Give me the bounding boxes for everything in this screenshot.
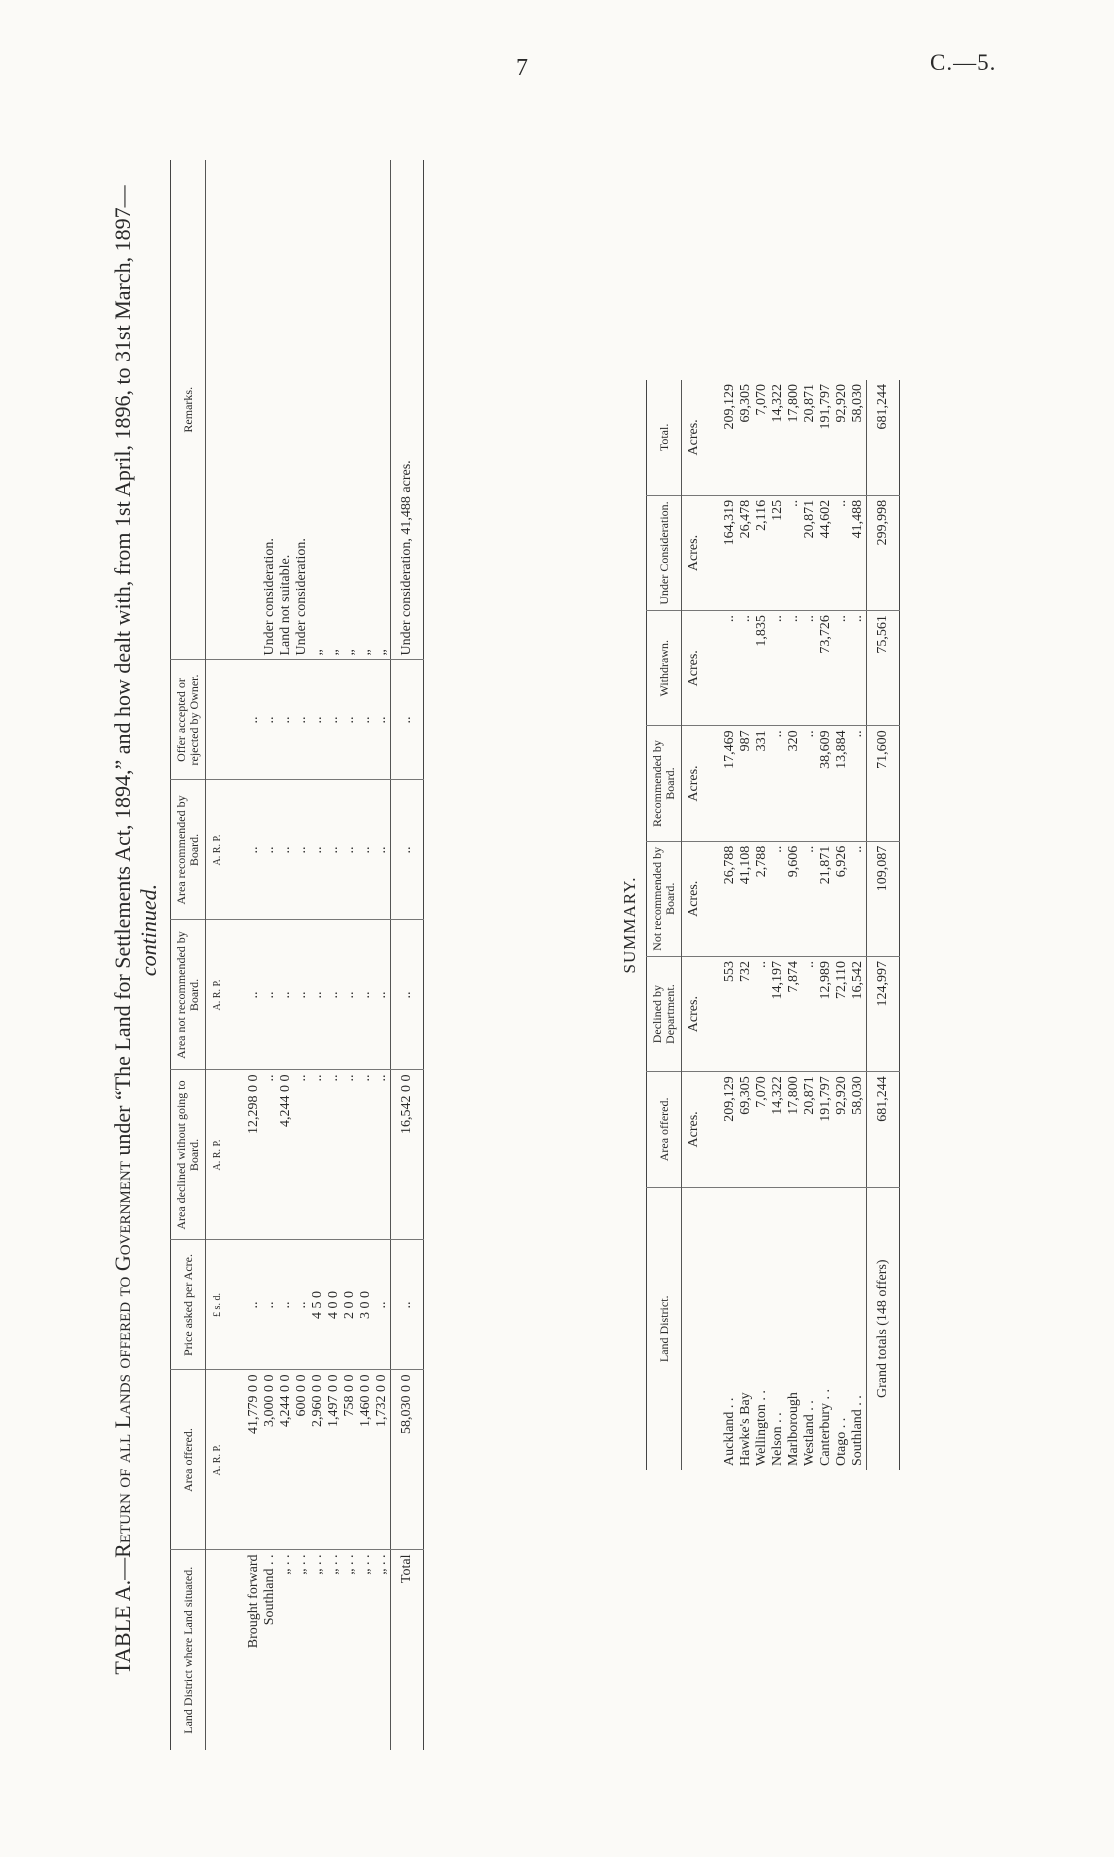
remarks-cell: Land not suitable. (278, 160, 294, 660)
unit-cell (206, 1550, 229, 1750)
price-cell: .. (228, 1240, 262, 1370)
summary-district-cell: Marlborough (786, 1392, 801, 1466)
summary-under-cell: 44,602 (818, 495, 834, 610)
total-recommended-cell: .. (391, 780, 424, 920)
title-smallcaps: Return of all Lands offered to Government (110, 1161, 135, 1558)
table-a-header-row (171, 160, 206, 1750)
owner-cell: .. (262, 660, 278, 780)
table-a-block (110, 140, 470, 1750)
total-not-recommended-cell: .. (391, 920, 424, 1070)
table-row (374, 160, 391, 1750)
grand-summary-withdrawn-cell: 75,561 (867, 611, 900, 726)
summary-not-rec-cell: 26,788 (704, 841, 738, 956)
remarks-cell: Under consideration. (294, 160, 310, 660)
summary-total-cell: 191,797 (818, 380, 834, 495)
area-offered-cell: 1,732 0 0 (374, 1370, 391, 1550)
summary-not-rec-cell: 21,871 (818, 841, 834, 956)
summary-total-cell: 17,800 (786, 380, 802, 495)
area-offered-cell: 1,460 0 0 (358, 1370, 374, 1550)
grand-summary-rec-cell: 71,600 (867, 726, 900, 841)
units-row (206, 160, 229, 1750)
summary-area-cell: 209,129 (704, 1072, 738, 1187)
summary-unit: Acres. (682, 841, 705, 956)
summary-rec-cell: 320 (786, 726, 802, 841)
summary-area-cell: 58,030 (850, 1072, 867, 1187)
summary-withdrawn-cell: .. (770, 611, 786, 726)
recommended-cell: .. (294, 780, 310, 920)
price-cell: 4 5 0 (310, 1240, 326, 1370)
summary-declined-cell: 14,197 (770, 956, 786, 1071)
owner-cell: .. (374, 660, 391, 780)
summary-header-withdrawn: Withdrawn. (647, 611, 682, 726)
summary-total-cell: 69,305 (738, 380, 754, 495)
unit-price: £ s. d. (206, 1240, 229, 1370)
summary-row (754, 380, 770, 1470)
remarks-cell: „ (374, 160, 391, 660)
price-cell: .. (278, 1240, 294, 1370)
document-reference: C.—5. (930, 50, 997, 75)
summary-not-rec-cell: 41,108 (738, 841, 754, 956)
unit-cell (206, 660, 229, 780)
summary-district-cell: Auckland . . (722, 1397, 737, 1466)
summary-withdrawn-cell: .. (834, 611, 850, 726)
grand-summary-area-cell: 681,244 (867, 1072, 900, 1187)
summary-header-not-recommended: Not recommended by Board. (647, 841, 682, 956)
summary-row (850, 380, 867, 1470)
area-offered-cell: 758 0 0 (342, 1370, 358, 1550)
table-row (342, 160, 358, 1750)
unit-area: A. R. P. (206, 1370, 229, 1550)
summary-area-cell: 20,871 (802, 1072, 818, 1187)
grand-summary-not-rec-cell: 109,087 (867, 841, 900, 956)
area-offered-cell: 600 0 0 (294, 1370, 310, 1550)
district-cell: Brought forward (246, 1554, 261, 1649)
table-a (170, 160, 424, 1750)
not-recommended-cell: .. (374, 920, 391, 1070)
summary-district-cell: Canterbury . . (818, 1389, 833, 1466)
unit-rec: A. R. P. (206, 780, 229, 920)
total-price-cell: .. (391, 1240, 424, 1370)
district-cell: „ . . (358, 1554, 373, 1575)
remarks-cell: „ (310, 160, 326, 660)
summary-not-rec-cell: .. (850, 841, 867, 956)
summary-row (818, 380, 834, 1470)
area-offered-cell: 41,779 0 0 (228, 1370, 262, 1550)
declined-cell: .. (358, 1070, 374, 1240)
total-area-offered-cell: 58,030 0 0 (391, 1370, 424, 1550)
not-recommended-cell: .. (326, 920, 342, 1070)
summary-unit: Acres. (682, 611, 705, 726)
declined-cell: 4,244 0 0 (278, 1070, 294, 1240)
summary-not-rec-cell: 9,606 (786, 841, 802, 956)
title-middle: under “The Land for Settlements Act, 1894,” and how dealt with, from 1st April, 1896, to 31st March, 1897— (110, 185, 135, 1162)
summary-withdrawn-cell: .. (850, 611, 867, 726)
district-cell: „ . . (294, 1554, 309, 1575)
declined-cell: .. (310, 1070, 326, 1240)
summary-under-cell: .. (786, 495, 802, 610)
recommended-cell: .. (228, 780, 262, 920)
summary-units-row (682, 380, 705, 1470)
summary-district-cell: Otago . . (834, 1417, 849, 1466)
table-row (228, 160, 262, 1750)
table-row (358, 160, 374, 1750)
total-district-cell: Total (391, 1550, 424, 1750)
header-area-recommended: Area recommended by Board. (171, 780, 206, 920)
summary-under-cell: 2,116 (754, 495, 770, 610)
price-cell: 4 0 0 (326, 1240, 342, 1370)
summary-withdrawn-cell: 1,835 (754, 611, 770, 726)
summary-area-cell: 7,070 (754, 1072, 770, 1187)
area-offered-cell: 1,497 0 0 (326, 1370, 342, 1550)
unit-cell (682, 1187, 705, 1470)
district-cell: „ . . (374, 1554, 389, 1575)
area-offered-cell: 3,000 0 0 (262, 1370, 278, 1550)
summary-rec-cell: .. (850, 726, 867, 841)
owner-cell: .. (310, 660, 326, 780)
summary-row (704, 380, 738, 1470)
not-recommended-cell: .. (310, 920, 326, 1070)
recommended-cell: .. (374, 780, 391, 920)
summary-unit: Acres. (682, 1072, 705, 1187)
summary-district-cell: Southland . . (850, 1395, 865, 1466)
summary-withdrawn-cell: 73,726 (818, 611, 834, 726)
summary-declined-cell: 7,874 (786, 956, 802, 1071)
page-number: 7 (516, 55, 528, 81)
table-row (326, 160, 342, 1750)
summary-under-cell: .. (834, 495, 850, 610)
summary-rec-cell: 38,609 (818, 726, 834, 841)
summary-rec-cell: .. (802, 726, 818, 841)
summary-declined-cell: 16,542 (850, 956, 867, 1071)
declined-cell: .. (342, 1070, 358, 1240)
declined-cell: .. (326, 1070, 342, 1240)
summary-total-cell: 209,129 (704, 380, 738, 495)
owner-cell: .. (228, 660, 262, 780)
summary-header-total: Total. (647, 380, 682, 495)
district-cell: „ . . (342, 1554, 357, 1575)
summary-under-cell: 20,871 (802, 495, 818, 610)
summary-under-cell: 164,319 (704, 495, 738, 610)
summary-declined-cell: 732 (738, 956, 754, 1071)
area-offered-cell: 4,244 0 0 (278, 1370, 294, 1550)
grand-summary-district-cell: Grand totals (148 offers) (867, 1187, 900, 1470)
title-prefix: TABLE A.— (110, 1557, 135, 1675)
unit-not-rec: A. R. P. (206, 920, 229, 1070)
summary-total-cell: 20,871 (802, 380, 818, 495)
summary-block (620, 380, 890, 1470)
owner-cell: .. (294, 660, 310, 780)
summary-district-cell: Nelson . . (770, 1412, 785, 1466)
summary-withdrawn-cell: .. (738, 611, 754, 726)
summary-total-cell: 58,030 (850, 380, 867, 495)
owner-cell: .. (326, 660, 342, 780)
summary-rec-cell: .. (770, 726, 786, 841)
total-row (391, 160, 424, 1750)
summary-unit: Acres. (682, 380, 705, 495)
summary-header-declined: Declined by Department. (647, 956, 682, 1071)
summary-declined-cell: 553 (704, 956, 738, 1071)
not-recommended-cell: .. (278, 920, 294, 1070)
summary-not-rec-cell: 6,926 (834, 841, 850, 956)
table-a-title (110, 150, 162, 1710)
not-recommended-cell: .. (294, 920, 310, 1070)
grand-summary-declined-cell: 124,997 (867, 956, 900, 1071)
declined-cell: .. (374, 1070, 391, 1240)
summary-rec-cell: 13,884 (834, 726, 850, 841)
unit-declined: A. R. P. (206, 1070, 229, 1240)
summary-row (834, 380, 850, 1470)
summary-grand-total-row (867, 380, 900, 1470)
summary-rec-cell: 987 (738, 726, 754, 841)
recommended-cell: .. (358, 780, 374, 920)
summary-row (802, 380, 818, 1470)
summary-total-cell: 7,070 (754, 380, 770, 495)
table-row (262, 160, 278, 1750)
recommended-cell: .. (262, 780, 278, 920)
summary-area-cell: 14,322 (770, 1072, 786, 1187)
header-area-declined: Area declined without going to Board. (171, 1070, 206, 1240)
header-remarks: Remarks. (171, 160, 206, 660)
header-area-not-recommended: Area not recommended by Board. (171, 920, 206, 1070)
declined-cell: .. (262, 1070, 278, 1240)
owner-cell: .. (358, 660, 374, 780)
summary-area-cell: 17,800 (786, 1072, 802, 1187)
not-recommended-cell: .. (262, 920, 278, 1070)
price-cell: 3 0 0 (358, 1240, 374, 1370)
header-area-offered: Area offered. (171, 1370, 206, 1550)
summary-withdrawn-cell: .. (802, 611, 818, 726)
header-offer-owner: Offer accepted or rejected by Owner. (171, 660, 206, 780)
area-offered-cell: 2,960 0 0 (310, 1370, 326, 1550)
summary-total-cell: 92,920 (834, 380, 850, 495)
not-recommended-cell: .. (358, 920, 374, 1070)
district-cell: „ . . (310, 1554, 325, 1575)
recommended-cell: .. (278, 780, 294, 920)
grand-summary-total-cell: 681,244 (867, 380, 900, 495)
summary-unit: Acres. (682, 956, 705, 1071)
summary-withdrawn-cell: .. (704, 611, 738, 726)
table-row (294, 160, 310, 1750)
summary-declined-cell: 12,989 (818, 956, 834, 1071)
title-continued: continued. (136, 883, 161, 977)
summary-header-recommended: Recommended by Board. (647, 726, 682, 841)
recommended-cell: .. (326, 780, 342, 920)
declined-cell: 12,298 0 0 (228, 1070, 262, 1240)
summary-row (786, 380, 802, 1470)
table-row (278, 160, 294, 1750)
summary-not-rec-cell: .. (770, 841, 786, 956)
remarks-cell: Under consideration. (262, 160, 278, 660)
summary-declined-cell: .. (754, 956, 770, 1071)
remarks-cell: „ (358, 160, 374, 660)
total-owner-cell: .. (391, 660, 424, 780)
declined-cell: .. (294, 1070, 310, 1240)
district-cell: „ . . (326, 1554, 341, 1575)
summary-withdrawn-cell: .. (786, 611, 802, 726)
summary-area-cell: 92,920 (834, 1072, 850, 1187)
summary-area-cell: 191,797 (818, 1072, 834, 1187)
summary-district-cell: Westland . . (802, 1400, 817, 1466)
price-cell: .. (294, 1240, 310, 1370)
header-price-asked: Price asked per Acre. (171, 1240, 206, 1370)
total-remarks-cell: Under consideration, 41,488 acres. (391, 160, 424, 660)
not-recommended-cell: .. (228, 920, 262, 1070)
district-cell: Southland . . (262, 1554, 277, 1626)
summary-district-cell: Hawke's Bay (738, 1392, 753, 1466)
header-land-district: Land District where Land situated. (171, 1550, 206, 1750)
summary-under-cell: 125 (770, 495, 786, 610)
summary-header-land-district: Land District. (647, 1187, 682, 1470)
recommended-cell: .. (342, 780, 358, 920)
summary-district-cell: Wellington . . (754, 1390, 769, 1466)
owner-cell: .. (342, 660, 358, 780)
remarks-cell: „ (342, 160, 358, 660)
summary-header-area-offered: Area offered. (647, 1072, 682, 1187)
summary-header-row (647, 380, 682, 1470)
summary-rec-cell: 331 (754, 726, 770, 841)
not-recommended-cell: .. (342, 920, 358, 1070)
remarks-cell: „ (326, 160, 342, 660)
summary-row (738, 380, 754, 1470)
summary-unit: Acres. (682, 726, 705, 841)
summary-under-cell: 26,478 (738, 495, 754, 610)
summary-title: SUMMARY. (620, 876, 639, 974)
price-cell: 2 0 0 (342, 1240, 358, 1370)
summary-not-rec-cell: .. (802, 841, 818, 956)
summary-rec-cell: 17,469 (704, 726, 738, 841)
summary-not-rec-cell: 2,788 (754, 841, 770, 956)
remarks-cell (228, 160, 262, 660)
price-cell: .. (374, 1240, 391, 1370)
summary-unit: Acres. (682, 495, 705, 610)
summary-area-cell: 69,305 (738, 1072, 754, 1187)
total-declined-cell: 16,542 0 0 (391, 1070, 424, 1240)
owner-cell: .. (278, 660, 294, 780)
price-cell: .. (262, 1240, 278, 1370)
summary-table (646, 380, 900, 1470)
district-cell: „ . . (278, 1554, 293, 1575)
unit-cell (206, 160, 229, 660)
summary-under-cell: 41,488 (850, 495, 867, 610)
recommended-cell: .. (310, 780, 326, 920)
summary-row (770, 380, 786, 1470)
summary-header-under-consideration: Under Consideration. (647, 495, 682, 610)
summary-declined-cell: 72,110 (834, 956, 850, 1071)
table-row (310, 160, 326, 1750)
summary-declined-cell: .. (802, 956, 818, 1071)
grand-summary-under-cell: 299,998 (867, 495, 900, 610)
summary-total-cell: 14,322 (770, 380, 786, 495)
